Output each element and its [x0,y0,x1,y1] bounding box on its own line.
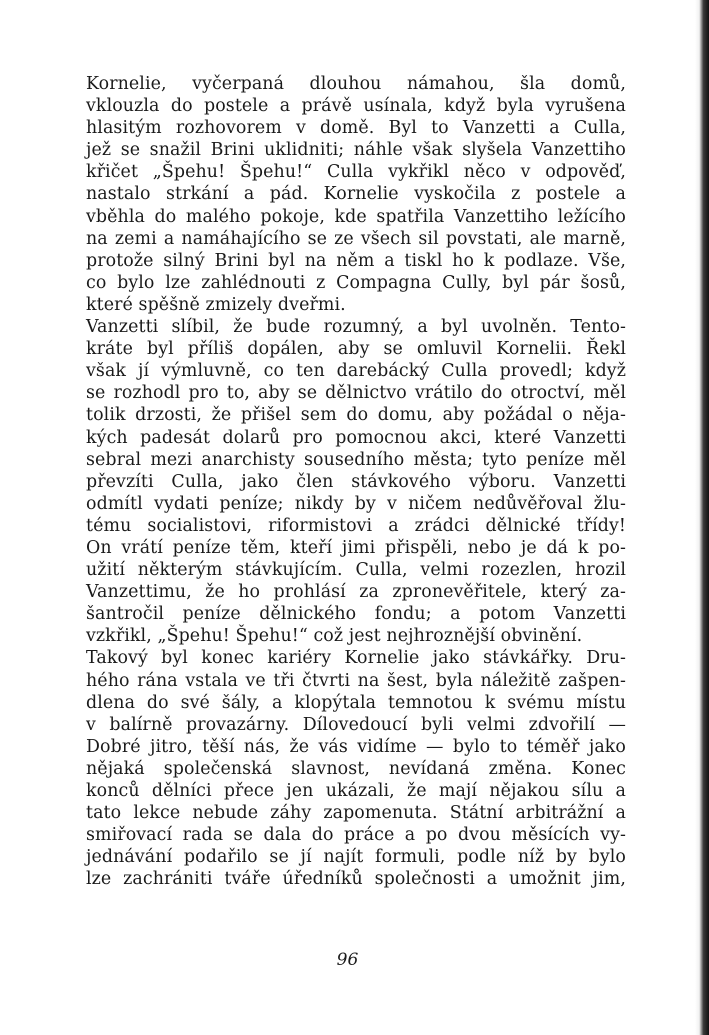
text-line: protože silný Brini byl na něm a tiskl ho k podlaze. Vše, [86,250,626,271]
text-line: vběhla do malého pokoje, kde spatřila Vanzettiho ležícího [86,206,626,227]
text-line: lze zachrániti tváře úředníků společnosti a umožnit jim, [86,869,626,890]
text-line: šantročil peníze dělnického fondu; a potom Vanzetti [86,604,626,625]
page-number-text: 96 [336,950,359,970]
text-line: co bylo lze zahlédnouti z Compagna Cully, byl pár šosů, [86,272,626,293]
text-line: které spěšně zmizely dveřmi. [86,294,346,315]
text-line: smiřovací rada se dala do práce a po dvou měsících vy- [86,825,626,846]
text-line: jednávání podařilo se jí najít formuli, podle níž by bylo [86,847,626,868]
text-line: odmítl vydati peníze; nikdy by v ničem nedůvěřoval žlu- [86,493,626,514]
text-line: Kornelie, vyčerpaná dlouhou námahou, šla domů, [86,74,626,94]
text-line: vklouzla do postele a právě usínala, když byla vyrušena [86,96,626,117]
text-line: nastalo strkání a pád. Kornelie vyskočila z postele a [86,184,626,205]
text-line: dlena do své šály, a klopýtala temnotou k svému místu [86,692,626,713]
text-line: v balírně provazárny. Dílovedoucí byli velmi zdvořilí — [86,714,626,735]
text-line: tato lekce nebude záhy zapomenuta. Státní arbitrážní a [86,803,626,824]
text-line: užití některým stávkujícím. Culla, velmi rozezlen, hrozil [86,560,626,581]
text-line: Vanzetti slíbil, že bude rozumný, a byl uvolněn. Tento- [86,317,626,338]
text-line: jež se snažil Brini uklidniti; náhle však slyšela Vanzettiho [86,140,626,161]
text-line: Dobré jitro, těší nás, že vás vidíme — bylo to téměř jako [86,736,626,757]
text-line: On vrátí peníze těm, kteří jimi přispěli, nebo je dá k po- [86,537,626,558]
text-line: konců dělníci přece jen ukázali, že mají nějakou sílu a [86,781,626,801]
text-line: Vanzettimu, že ho prohlásí za zpronevěřitele, který za- [86,582,626,603]
body-text [86,73,626,890]
page-number [0,950,709,970]
text-line: však jí výmluvně, co ten darebácký Culla provedl; když [86,361,626,382]
text-line: Takový byl konec kariéry Kornelie jako stávkářky. Dru- [86,648,626,669]
text-line: hlasitým rozhovorem v domě. Byl to Vanzetti a Culla, [86,118,626,139]
text-line: nějaká společenská slavnost, nevídaná změna. Konec [86,758,626,779]
text-line: křičet „Špehu! Špehu!“ Culla vykřikl něco v odpověď, [86,162,626,183]
text-line: tolik drzosti, že přišel sem do domu, aby požádal o něja- [86,405,626,426]
text-line: kých padesát dolarů pro pomocnou akci, které Vanzetti [86,427,626,448]
text-line: vzkřikl, „Špehu! Špehu!“ což jest nejhroznější obvinění. [86,626,583,647]
text-line: převzíti Culla, jako člen stávkového výboru. Vanzetti [86,471,626,492]
text-line: kráte byl příliš dopálen, aby se omluvil Kornelii. Řekl [86,339,626,360]
text-line: na zemi a namáhajícího se ze všech sil povstati, ale marně, [86,228,626,249]
text-line: tému socialistovi, riformistovi a zrádci dělnické třídy! [86,515,626,536]
text-line: hého rána vstala ve tři čtvrti na šest, byla náležitě zašpen- [86,670,626,691]
page-binding-edge [695,0,709,1035]
text-line: se rozhodl pro to, aby se dělnictvo vrátilo do otroctví, měl [86,383,626,404]
text-line: sebral mezi anarchisty sousedního města; tyto peníze měl [86,449,626,470]
